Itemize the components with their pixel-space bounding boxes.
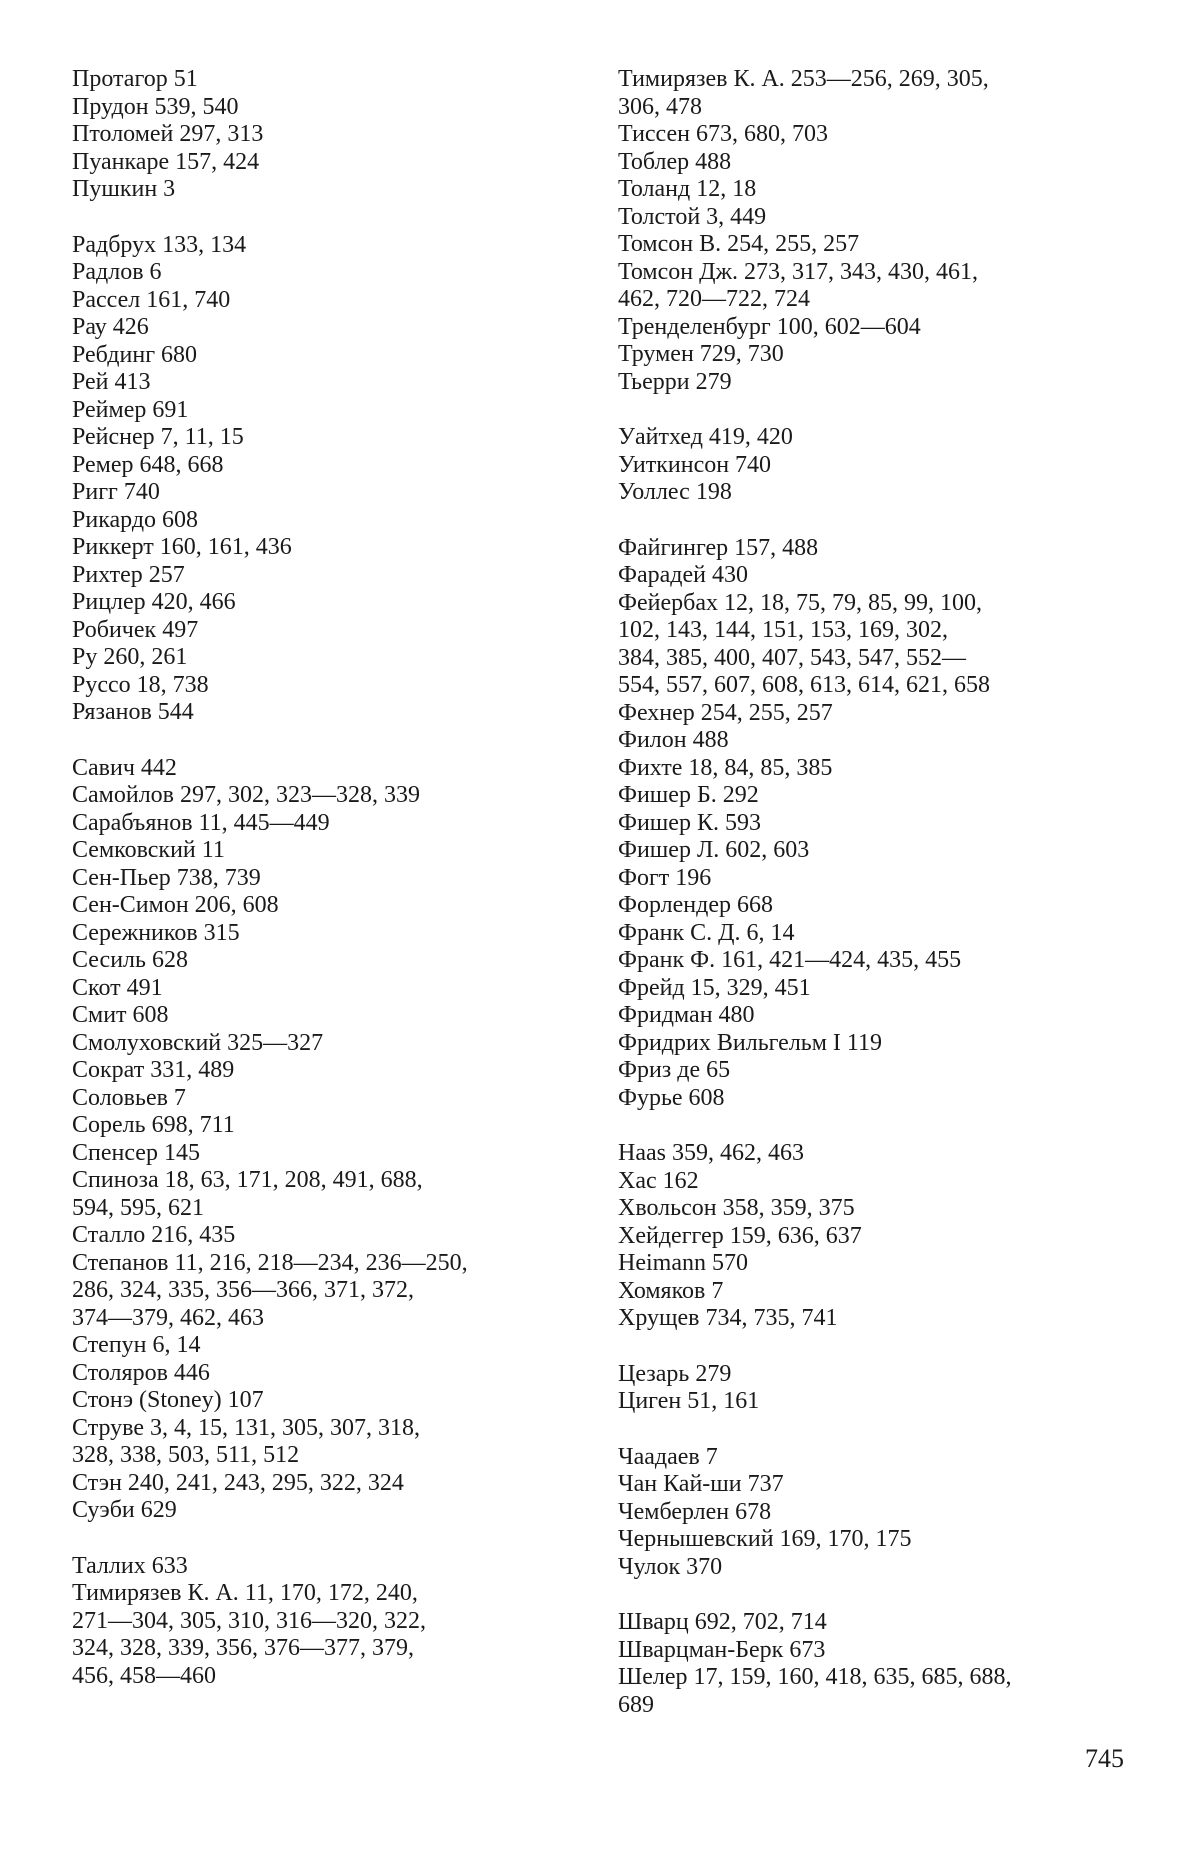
index-entry-line: Сорель 698, 711: [72, 1112, 235, 1138]
index-entry: [72, 672, 572, 700]
index-column-left: [72, 66, 572, 1690]
index-entry-line: 374—379, 462, 463: [72, 1304, 264, 1331]
index-entry-line: Haas 359, 462, 463: [618, 1140, 804, 1166]
index-entry-line: Франк Ф. 161, 421—424, 435, 455: [618, 947, 962, 973]
index-entry-line: Шварцман-Берк 673: [618, 1636, 826, 1663]
index-entry: [72, 617, 572, 645]
index-entry-line: Фриз де 65: [618, 1057, 731, 1083]
index-entry-line: Фогт 196: [618, 864, 712, 891]
index-entry: [72, 755, 572, 783]
index-entry: [72, 589, 572, 617]
index-entry: [618, 1499, 1138, 1527]
index-entry-line: Уоллес 198: [618, 479, 732, 505]
index-entry: [72, 121, 572, 149]
index-entry: [618, 1085, 1138, 1113]
index-entry-line: Филон 488: [618, 727, 729, 753]
index-entry: [618, 1195, 1138, 1223]
index-entry: [618, 755, 1138, 783]
index-entry-line: Сталло 216, 435: [72, 1222, 236, 1248]
index-entry: [72, 562, 572, 590]
index-entry: [618, 452, 1138, 480]
index-entry: [618, 1168, 1138, 1196]
index-entry: [618, 1664, 1138, 1719]
index-entry: [618, 535, 1138, 563]
index-entry-line: 554, 557, 607, 608, 613, 614, 621, 658: [618, 672, 990, 698]
index-entry-line: Степун 6, 14: [72, 1332, 201, 1358]
index-entry: [72, 1057, 572, 1085]
index-entry-line: Фарадей 430: [618, 562, 748, 588]
index-entry: [618, 66, 1138, 121]
index-entry: [72, 1167, 572, 1222]
index-entry: [618, 590, 1138, 700]
index-entry: [72, 342, 572, 370]
index-entry-line: Хвольсон 358, 359, 375: [618, 1195, 855, 1221]
index-entry-line: Рассел 161, 740: [72, 286, 231, 313]
index-entry: [618, 176, 1138, 204]
index-entry: [618, 727, 1138, 755]
index-entry-line: Радбрух 133, 134: [72, 231, 247, 258]
index-entry-line: Чемберлен 678: [618, 1498, 772, 1525]
index-entry-line: Томсон Дж. 273, 317, 343, 430, 461,: [618, 258, 979, 285]
index-entry: [618, 1030, 1138, 1058]
index-entry-line: 689: [618, 1691, 654, 1718]
index-entry: [72, 1332, 572, 1360]
index-entry-line: Смит 608: [72, 1002, 169, 1028]
index-entry-line: Самойлов 297, 302, 323—328, 339: [72, 782, 420, 808]
index-entry: [618, 259, 1138, 314]
index-entry-line: Ру 260, 261: [72, 644, 188, 670]
index-entry: [72, 699, 572, 727]
index-entry: [72, 1580, 572, 1690]
index-entry: [618, 920, 1138, 948]
index-entry: [72, 782, 572, 810]
section-gap: [618, 507, 1138, 535]
index-entry: [618, 562, 1138, 590]
index-entry-line: Фихте 18, 84, 85, 385: [618, 754, 833, 781]
index-entry: [618, 231, 1138, 259]
index-entry: [72, 259, 572, 287]
index-entry: [72, 1112, 572, 1140]
index-entry: [72, 66, 572, 94]
index-entry-line: Сократ 331, 489: [72, 1057, 235, 1083]
index-entry-line: Риккерт 160, 161, 436: [72, 534, 292, 560]
index-entry: [618, 1361, 1138, 1389]
index-entry: [618, 424, 1138, 452]
index-entry: [618, 810, 1138, 838]
index-entry: [618, 947, 1138, 975]
section-gap: [618, 1581, 1138, 1609]
index-entry-line: Хас 162: [618, 1167, 699, 1194]
index-entry-line: Руссо 18, 738: [72, 671, 209, 698]
index-entry-line: Стэн 240, 241, 243, 295, 322, 324: [72, 1469, 404, 1496]
index-entry-line: Пушкин 3: [72, 176, 176, 202]
index-entry: [72, 534, 572, 562]
index-entry: [72, 644, 572, 672]
index-entry-line: 462, 720—722, 724: [618, 286, 810, 312]
section-gap: [72, 1525, 572, 1553]
index-entry: [72, 287, 572, 315]
index-entry: [618, 1305, 1138, 1333]
index-entry-line: Чаадаев 7: [618, 1443, 718, 1470]
index-entry: [618, 204, 1138, 232]
index-entry-line: Сен-Пьер 738, 739: [72, 864, 261, 891]
index-entry-line: 324, 328, 339, 356, 376—377, 379,: [72, 1635, 414, 1661]
index-entry-line: Столяров 446: [72, 1359, 210, 1386]
index-entry: [72, 1497, 572, 1525]
index-entry: [618, 892, 1138, 920]
index-entry: [72, 1250, 572, 1333]
index-entry: [72, 1085, 572, 1113]
index-entry: [72, 1470, 572, 1498]
index-entry-line: Фейербах 12, 18, 75, 79, 85, 99, 100,: [618, 589, 982, 616]
index-entry: [72, 947, 572, 975]
section-gap: [618, 1333, 1138, 1361]
index-entry-line: Ребдинг 680: [72, 341, 198, 368]
index-entry-line: Сарабъянов 11, 445—449: [72, 809, 330, 836]
index-entry-line: Heimann 570: [618, 1250, 748, 1276]
index-entry-line: Толстой 3, 449: [618, 203, 767, 230]
index-entry-line: Спенсер 145: [72, 1139, 200, 1166]
page-number: 745: [1085, 1744, 1124, 1773]
index-entry-line: Фишер К. 593: [618, 809, 761, 836]
index-entry: [618, 782, 1138, 810]
index-entry-line: Ригг 740: [72, 479, 160, 505]
index-entry: [618, 1471, 1138, 1499]
index-entry-line: 328, 338, 503, 511, 512: [72, 1442, 300, 1468]
index-entry-line: Рихтер 257: [72, 561, 185, 588]
index-entry: [72, 865, 572, 893]
index-entry: [72, 479, 572, 507]
index-entry: [618, 1388, 1138, 1416]
index-entry-line: Форлендер 668: [618, 892, 773, 918]
index-entry: [72, 369, 572, 397]
section-gap: [72, 204, 572, 232]
index-entry: [618, 1250, 1138, 1278]
index-entry-line: Сесиль 628: [72, 947, 188, 973]
index-entry-line: Тимирязев К. А. 253—256, 269, 305,: [618, 66, 989, 92]
index-entry-line: Чулок 370: [618, 1553, 723, 1580]
index-entry-line: Чан Кай-ши 737: [618, 1471, 784, 1497]
index-entry: [618, 314, 1138, 342]
index-entry: [72, 1002, 572, 1030]
index-entry: [72, 452, 572, 480]
index-entry-line: 456, 458—460: [72, 1662, 216, 1689]
index-entry-line: Савич 442: [72, 754, 177, 781]
index-entry: [72, 975, 572, 1003]
index-column-right: [618, 66, 1138, 1719]
index-entry: [72, 892, 572, 920]
index-entry-line: Стонэ (Stoney) 107: [72, 1387, 264, 1413]
index-entry: [618, 1002, 1138, 1030]
index-entry-line: Тьерри 279: [618, 368, 732, 395]
index-entry: [72, 424, 572, 452]
index-entry-line: Тимирязев К. А. 11, 170, 172, 240,: [72, 1580, 418, 1606]
index-entry-line: Смолуховский 325—327: [72, 1029, 324, 1056]
index-entry-line: Фурье 608: [618, 1084, 725, 1111]
index-entry-line: Трумен 729, 730: [618, 341, 784, 367]
index-entry-line: Реймер 691: [72, 396, 189, 423]
index-entry-line: Протагор 51: [72, 66, 198, 92]
index-entry: [72, 837, 572, 865]
index-entry-line: Фридман 480: [618, 1002, 755, 1028]
index-entry: [618, 341, 1138, 369]
index-entry-line: Фрейд 15, 329, 451: [618, 974, 811, 1001]
index-entry: [72, 1222, 572, 1250]
section-gap: [72, 727, 572, 755]
index-entry-line: Хейдеггер 159, 636, 637: [618, 1222, 862, 1249]
index-entry-line: Таллих 633: [72, 1552, 188, 1579]
index-entry-line: 306, 478: [618, 93, 702, 120]
index-entry-line: Ремер 648, 668: [72, 451, 224, 478]
index-entry: [618, 479, 1138, 507]
index-entry: [618, 865, 1138, 893]
index-entry: [72, 314, 572, 342]
index-entry-line: Рей 413: [72, 369, 151, 395]
index-entry-line: Чернышевский 169, 170, 175: [618, 1526, 912, 1552]
index-entry-line: Соловьев 7: [72, 1084, 186, 1111]
index-entry: [618, 1609, 1138, 1637]
index-entry-line: Уайтхед 419, 420: [618, 424, 793, 450]
index-entry-line: Степанов 11, 216, 218—234, 236—250,: [72, 1249, 468, 1276]
section-gap: [618, 396, 1138, 424]
index-entry: [72, 1553, 572, 1581]
index-entry-line: Файгингер 157, 488: [618, 534, 819, 561]
index-entry-line: Струве 3, 4, 15, 131, 305, 307, 318,: [72, 1414, 420, 1441]
index-entry-line: Рикардо 608: [72, 506, 199, 533]
index-entry: [618, 1526, 1138, 1554]
section-gap: [618, 1112, 1138, 1140]
index-entry: [618, 1057, 1138, 1085]
index-entry-line: Рейснер 7, 11, 15: [72, 424, 244, 450]
index-entry: [618, 369, 1138, 397]
index-entry: [618, 1223, 1138, 1251]
index-entry-line: Рязанов 544: [72, 699, 194, 725]
index-entry: [72, 1140, 572, 1168]
index-entry-line: Фридрих Вильгельм I 119: [618, 1029, 883, 1056]
index-entry-line: 384, 385, 400, 407, 543, 547, 552—: [618, 644, 966, 671]
index-entry: [72, 149, 572, 177]
index-entry: [618, 1140, 1138, 1168]
index-entry: [618, 700, 1138, 728]
index-entry-line: Спиноза 18, 63, 171, 208, 491, 688,: [72, 1167, 423, 1193]
index-entry: [72, 1387, 572, 1415]
index-entry-line: Прудон 539, 540: [72, 93, 239, 120]
index-entry-line: Сережников 315: [72, 919, 240, 946]
index-entry-line: 271—304, 305, 310, 316—320, 322,: [72, 1607, 426, 1634]
index-entry-line: Шелер 17, 159, 160, 418, 635, 685, 688,: [618, 1664, 1012, 1690]
index-entry: [72, 1415, 572, 1470]
index-entry: [618, 121, 1138, 149]
index-entry: [618, 975, 1138, 1003]
index-entry-line: Шварц 692, 702, 714: [618, 1609, 827, 1635]
index-entry-line: Томсон В. 254, 255, 257: [618, 231, 860, 257]
index-entry: [618, 1637, 1138, 1665]
index-entry-line: Уиткинсон 740: [618, 451, 772, 478]
index-entry-line: 286, 324, 335, 356—366, 371, 372,: [72, 1277, 414, 1303]
index-entry-line: Рицлер 420, 466: [72, 589, 236, 615]
index-entry: [618, 1444, 1138, 1472]
index-entry: [72, 232, 572, 260]
index-entry-line: Семковский 11: [72, 837, 225, 863]
index-entry-line: 102, 143, 144, 151, 153, 169, 302,: [618, 617, 948, 643]
index-entry: [72, 810, 572, 838]
index-entry-line: Фишер Б. 292: [618, 782, 759, 808]
index-entry-line: Франк С. Д. 6, 14: [618, 919, 795, 946]
index-entry-line: Пуанкаре 157, 424: [72, 148, 260, 175]
index-entry-line: Скот 491: [72, 974, 163, 1001]
index-entry-line: Фехнер 254, 255, 257: [618, 699, 833, 726]
index-entry: [72, 397, 572, 425]
index-entry-line: Суэби 629: [72, 1497, 177, 1523]
index-entry: [618, 1278, 1138, 1306]
index-entry-line: Циген 51, 161: [618, 1388, 760, 1414]
index-entry-line: Рау 426: [72, 314, 149, 340]
index-entry-line: Радлов 6: [72, 259, 162, 285]
section-gap: [618, 1416, 1138, 1444]
index-entry-line: 594, 595, 621: [72, 1194, 204, 1221]
index-entry-line: Толанд 12, 18: [618, 176, 757, 202]
index-entry: [72, 1030, 572, 1058]
index-entry-line: Тоблер 488: [618, 148, 732, 175]
index-entry: [618, 149, 1138, 177]
index-entry-line: Сен-Симон 206, 608: [72, 892, 279, 918]
index-entry: [72, 176, 572, 204]
index-entry: [72, 94, 572, 122]
index-entry: [618, 1554, 1138, 1582]
index-entry-line: Хомяков 7: [618, 1277, 724, 1304]
index-entry-line: Робичек 497: [72, 616, 199, 643]
index-entry-line: Цезарь 279: [618, 1360, 732, 1387]
index-entry: [618, 837, 1138, 865]
index-entry: [72, 1360, 572, 1388]
index-entry-line: Фишер Л. 602, 603: [618, 837, 810, 863]
index-entry-line: Хрущев 734, 735, 741: [618, 1305, 838, 1331]
index-entry: [72, 920, 572, 948]
index-entry-line: Тренделенбург 100, 602—604: [618, 313, 921, 340]
index-entry: [72, 507, 572, 535]
index-entry-line: Тиссен 673, 680, 703: [618, 121, 828, 147]
index-entry-line: Птоломей 297, 313: [72, 121, 264, 147]
